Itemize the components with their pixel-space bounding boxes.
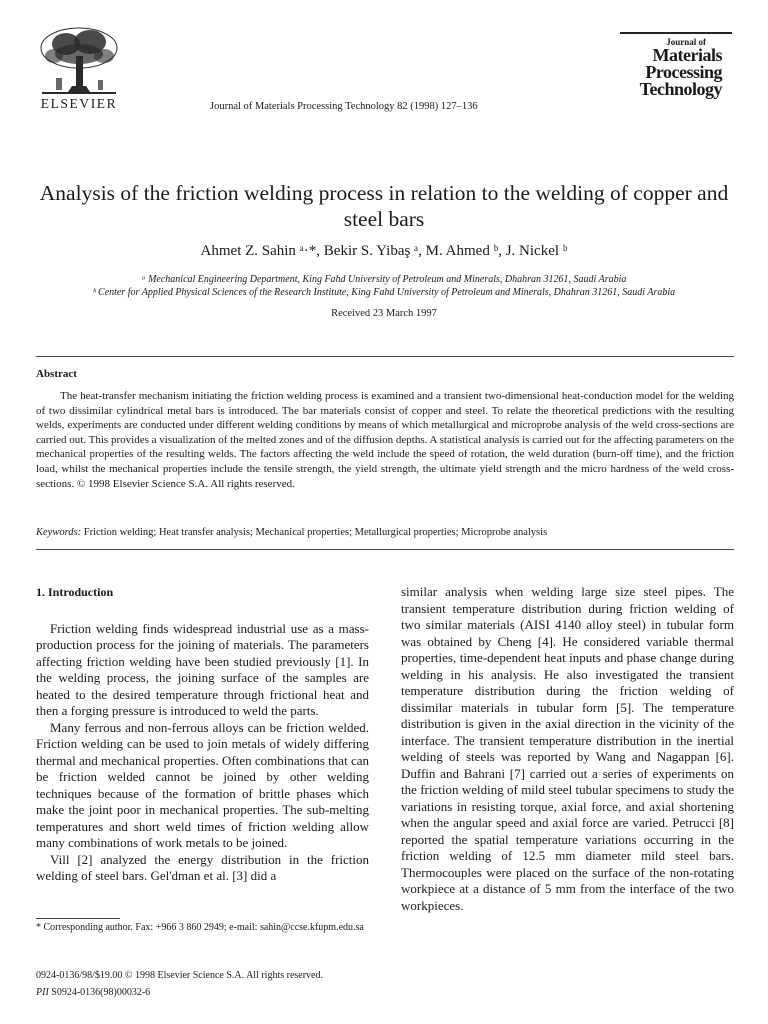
keywords-text: Friction welding; Heat transfer analysis; Mechanical properties; Metallurgical properties; Microprobe analysis xyxy=(83,527,548,538)
journal-title-line: Technology xyxy=(639,79,722,99)
publisher-name: ELSEVIER xyxy=(40,96,118,111)
elsevier-logo xyxy=(36,26,122,112)
paragraph: Friction welding finds widespread industrial use as a mass-production process for the joining of materials. The parameters affecting friction welding have been studied previously [1]. In the welding process, the joining surface of the samples are heated to the desired temperature through frictional heat and then a forging pressure is introduced to weld the parts. xyxy=(36,620,369,718)
paragraph: Many ferrous and non-ferrous alloys can be friction welded. Friction welding can be used to join metals of widely differing thermal and mechanical properties. Often combinations that can be friction welded cannot be joined by other welding techniques because of the formation of brittle phases which make the joint poor in mechanical properties. The sub-melting temperatures and short weld times of friction welding allow many combinations of work metals to be joined. xyxy=(36,719,369,850)
divider xyxy=(36,549,734,550)
divider xyxy=(36,356,734,357)
pii-label: PII xyxy=(36,987,49,998)
journal-of-label: Journal of xyxy=(666,37,706,47)
abstract-heading: Abstract xyxy=(36,368,77,380)
section-heading: 1. Introduction xyxy=(36,585,114,599)
footnote-divider xyxy=(36,918,120,919)
left-column xyxy=(36,584,369,885)
journal-title-line: Materials xyxy=(652,45,722,65)
keywords xyxy=(36,527,734,538)
keywords-label: Keywords: xyxy=(36,527,82,538)
received-date: Received 23 March 1997 xyxy=(331,308,437,319)
abstract-text: The heat-transfer mechanism initiating the friction welding process is examined and a transient two-dimensional heat-conduction model for the welding of two dissimilar cylindrical metal bars is introduced. The bar materials consist of copper and steel. To relate the theoretical predictions with the resulting welds, experiments are conducted under different welding conditions by means of which metallurgical and microprobe analysis of the weld cross-sections are carried out. This provides a visualization of the melted zones and of the diffusion depths. A statistical analysis is carried out for the affecting parameters on the mechanical properties of the resulting welds. The factors affecting the weld include the speed of rotation, the weld duration (burn-off time), and the friction load, whilst the mechanical properties include the tensile strength, the yield strength, the ultimate yield strength and the micro hardness of the weld cross-sections. © 1998 Elsevier Science S.A. All rights reserved. xyxy=(36,390,734,490)
elsevier-tree-icon xyxy=(36,26,122,96)
right-column xyxy=(401,584,734,914)
author-list: Ahmet Z. Sahin ᵃ·*, Bekir S. Yibaş ᵃ, M. Ahmed ᵇ, J. Nickel ᵇ xyxy=(200,243,568,259)
paragraph: Vill [2] analyzed the energy distribution in the friction welding of steel bars. Gel'dman et al. [3] did a xyxy=(36,851,369,883)
journal-reference: Journal of Materials Processing Technology 82 (1998) 127–136 xyxy=(210,101,478,112)
journal-title-box xyxy=(620,32,732,98)
paragraph: similar analysis when welding large size steel pipes. The transient temperature distribution during friction welding of two similar materials (AISI 4140 alloy steel) in tubular form was obtained by Cheng [4]. He considered variable thermal properties, time-dependent heat inputs and phase change during welding in his analysis. He also investigated the transient temperature distribution during the friction welding of dissimilar materials in tubular form [5]. The temperature distribution is given in the axial direction in the vicinity of the interface. The transient temperature distribution in the inertial welding of steels was reported by Wang and Nagappan [6]. Duffin and Bahrani [7] carried out a series of experiments on the friction welding of mild steel tubular specimens to study the variations in resisting torque, axial force, and axial shortening when the angular speed and axial force are varied. Petrucci [8] reported the spatial temperature variations occurring in the friction welding of 12.5 mm diameter mild steel bars. Thermocouples were placed on the surface of the non-rotating workpiece at a distance of 5 mm from the interface of the two workpieces. xyxy=(401,584,734,913)
page-footer xyxy=(36,967,323,1001)
affiliations xyxy=(20,273,748,299)
pii-value: S0924-0136(98)00032-6 xyxy=(51,987,151,998)
affiliation-a: ᵃ Mechanical Engineering Department, King Fahd University of Petroleum and Minerals, Dhahran 31261, Saudi Arabia xyxy=(141,274,627,285)
affiliation-b: ᵇ Center for Applied Physical Sciences of the Research Institute, King Fahd University of Petroleum and Minerals, Dhahran 31261, Saudi Arabia xyxy=(92,287,676,298)
pii-line xyxy=(36,984,323,1001)
article-title: Analysis of the friction welding process in relation to the welding of copper and steel bars xyxy=(39,181,729,231)
journal-title-line: Processing xyxy=(645,62,722,82)
corresponding-author-footnote: * Corresponding author. Fax: +966 3 860 2949; e-mail: sahin@ccse.kfupm.edu.sa xyxy=(36,922,364,933)
copyright-line: 0924-0136/98/$19.00 © 1998 Elsevier Science S.A. All rights reserved. xyxy=(36,970,323,981)
